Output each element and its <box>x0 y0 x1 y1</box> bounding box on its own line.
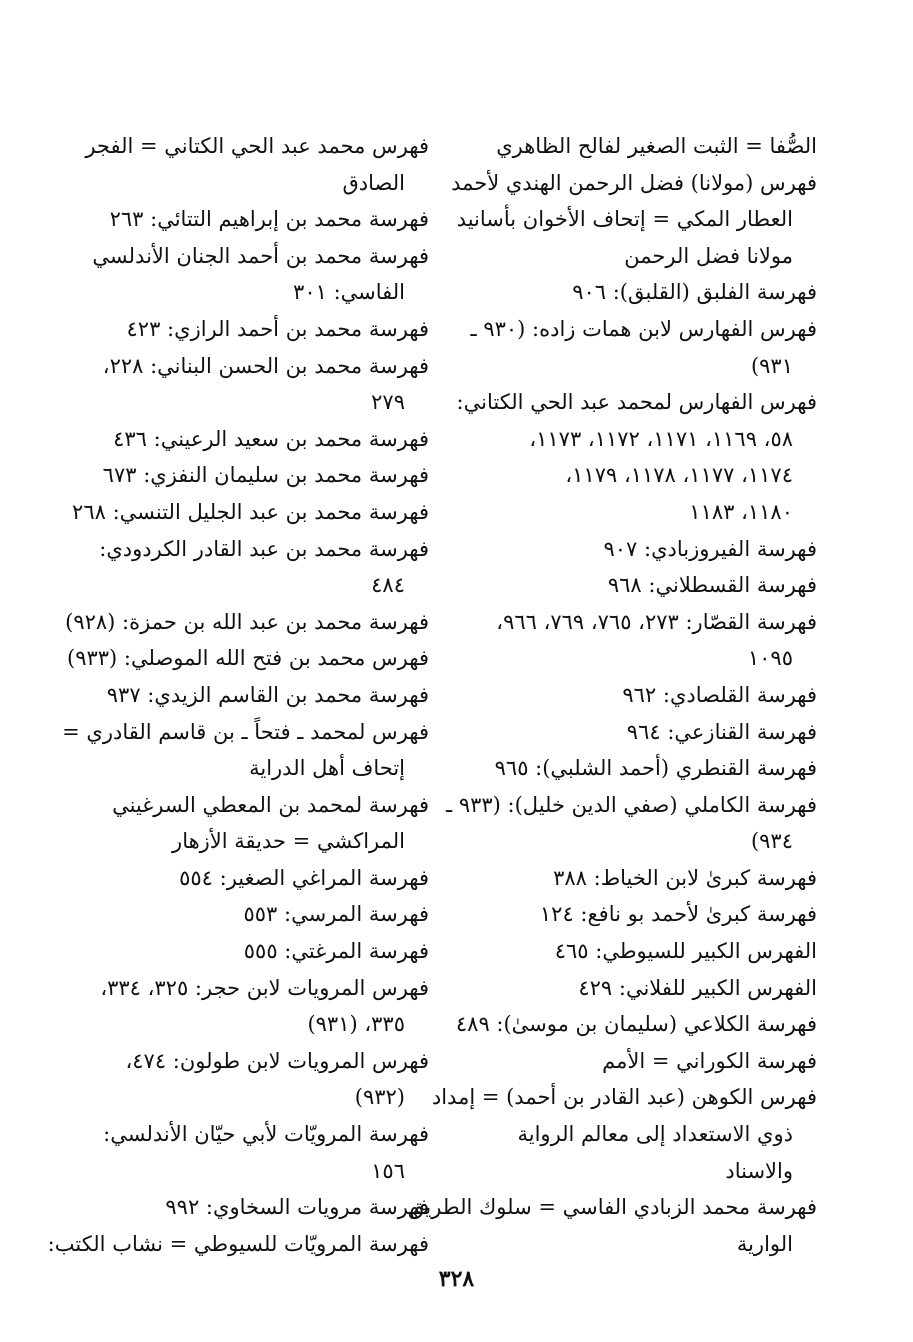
index-entry: فهرس لمحمد ـ فتحاً ـ بن قاسم القادري = <box>62 719 429 744</box>
index-entry: فهرسة محمد بن أحمد الرازي: ٤٢٣ <box>126 316 429 341</box>
index-entry: فهرسة القلصادي: ٩٦٢ <box>622 682 817 707</box>
index-entry-continuation: ٢٧٩ <box>371 390 405 415</box>
index-entry-continuation: ٩٣٤) <box>750 829 793 854</box>
index-entry-continuation: ١٠٩٥ <box>747 646 793 671</box>
index-entry-continuation: ٤٨٤ <box>371 573 405 598</box>
index-entry: فهرسة محمد بن الحسن البناني: ٢٢٨، <box>102 353 429 378</box>
index-column-right <box>407 128 817 1262</box>
index-entry-continuation: ٥٨، ١١٦٩، ١١٧١، ١١٧٢، ١١٧٣، <box>529 426 793 451</box>
index-entry: الصُّفا = الثبت الصغير لفالح الظاهري <box>496 134 817 158</box>
index-entry: فهرسة لمحمد بن المعطي السرغيني <box>112 792 429 817</box>
index-entry: فهرسة مرويات السخاوي: ٩٩٢ <box>165 1195 429 1220</box>
index-entry: فهرسة محمد بن عبد القادر الكردودي: <box>99 536 429 561</box>
index-entry: فهرسة المرغتي: ٥٥٥ <box>243 939 429 964</box>
index-entry: فهرسة القنازعي: ٩٦٤ <box>626 719 817 744</box>
index-entry-continuation: ١١٧٤، ١١٧٧، ١١٧٨، ١١٧٩، <box>565 463 793 488</box>
page-number: ٣٢٨ <box>438 1266 475 1292</box>
index-entry: فهرسة محمد بن أحمد الجنان الأندلسي <box>92 243 429 268</box>
index-entry: فهرس الفهارس لمحمد عبد الحي الكتاني: <box>456 390 817 415</box>
index-entry: فهرسة القسطلاني: ٩٦٨ <box>607 573 817 598</box>
index-entry: فهرسة محمد بن سليمان النفزي: ٦٧٣ <box>102 463 429 488</box>
index-entry: فهرس المرويات لابن طولون: ٤٧٤، <box>125 1048 429 1073</box>
index-entry: فهرسة الكاملي (صفي الدين خليل): (٩٣٣ ـ <box>445 792 817 817</box>
index-entry: الفهرس الكبير للسيوطي: ٤٦٥ <box>554 939 817 964</box>
index-entry-continuation: (٩٣٢) <box>354 1085 405 1110</box>
index-entry: فهرس المرويات لابن حجر: ٣٢٥، ٣٣٤، <box>100 975 429 1000</box>
index-entry-continuation: ١١٨٠، ١١٨٣ <box>689 499 793 524</box>
index-entry: فهرسة محمد بن إبراهيم التتائي: ٢٦٣ <box>109 207 429 232</box>
index-entry: فهرسة الكوراني = الأمم <box>602 1048 817 1073</box>
index-entry: فهرسة الفلبق (القلبق): ٩٠٦ <box>572 280 817 305</box>
index-entry-continuation: الصادق <box>342 170 405 195</box>
index-entry: فهرسة القصّار: ٢٧٣، ٧٦٥، ٧٦٩، ٩٦٦، <box>496 609 817 634</box>
index-entry-continuation: الوارية <box>736 1231 793 1256</box>
index-entry: فهرسة كبرىٰ لابن الخياط: ٣٨٨ <box>553 865 817 890</box>
index-entry-continuation: ٩٣١) <box>750 353 793 378</box>
index-entry: الفهرس الكبير للفلاني: ٤٢٩ <box>578 975 817 1000</box>
index-entry-continuation: العطار المكي = إتحاف الأخوان بأسانيد <box>456 207 793 232</box>
index-entry-continuation: ذوي الاستعداد إلى معالم الرواية <box>517 1122 793 1147</box>
index-entry-continuation: إتحاف أهل الدراية <box>249 756 405 781</box>
index-entry-continuation: ١٥٦ <box>371 1158 405 1183</box>
index-entry-continuation: ٣٣٥، (٩٣١) <box>307 1012 405 1037</box>
index-column-left <box>47 128 429 1262</box>
index-entry-continuation: والاسناد <box>725 1158 793 1183</box>
index-entry-continuation: المراكشي = حديقة الأزهار <box>172 829 405 854</box>
index-entry: فهرسة محمد الزبادي الفاسي = سلوك الطريق <box>407 1195 817 1220</box>
index-entry: فهرسة المرسي: ٥٥٣ <box>243 902 429 927</box>
index-entry: فهرسة محمد بن عبد الجليل التنسي: ٢٦٨ <box>72 499 429 524</box>
index-entry: فهرس الكوهن (عبد القادر بن أحمد) = إمداد <box>431 1085 817 1110</box>
index-entry: فهرس (مولانا) فضل الرحمن الهندي لأحمد <box>451 170 817 195</box>
index-entry: فهرسة محمد بن القاسم الزيدي: ٩٣٧ <box>106 682 429 707</box>
index-entry-continuation: الفاسي: ٣٠١ <box>293 280 405 305</box>
index-entry: فهرسة المرويّات لأبي حيّان الأندلسي: <box>103 1122 429 1147</box>
index-entry: فهرسة القنطري (أحمد الشلبي): ٩٦٥ <box>494 756 817 781</box>
index-entry-continuation: مولانا فضل الرحمن <box>624 243 793 268</box>
index-entry: فهرسة محمد بن سعيد الرعيني: ٤٣٦ <box>113 426 429 451</box>
index-entry: فهرسة المرويّات للسيوطي = نشاب الكتب: <box>47 1231 429 1256</box>
index-entry: فهرسة الكلاعي (سليمان بن موسىٰ): ٤٨٩ <box>455 1012 817 1037</box>
index-entry: فهرسة المراغي الصغير: ٥٥٤ <box>179 865 429 890</box>
index-entry: فهرسة كبرىٰ لأحمد بو نافع: ١٢٤ <box>539 902 817 927</box>
index-entry: فهرس الفهارس لابن همات زاده: (٩٣٠ ـ <box>470 316 817 341</box>
index-entry: فهرس محمد بن فتح الله الموصلي: (٩٣٣) <box>67 646 429 671</box>
index-entry: فهرسة الفيروزبادي: ٩٠٧ <box>603 536 817 561</box>
index-entry: فهرس محمد عبد الحي الكتاني = الفجر <box>85 134 429 158</box>
index-entry: فهرسة محمد بن عبد الله بن حمزة: (٩٢٨) <box>65 609 429 634</box>
